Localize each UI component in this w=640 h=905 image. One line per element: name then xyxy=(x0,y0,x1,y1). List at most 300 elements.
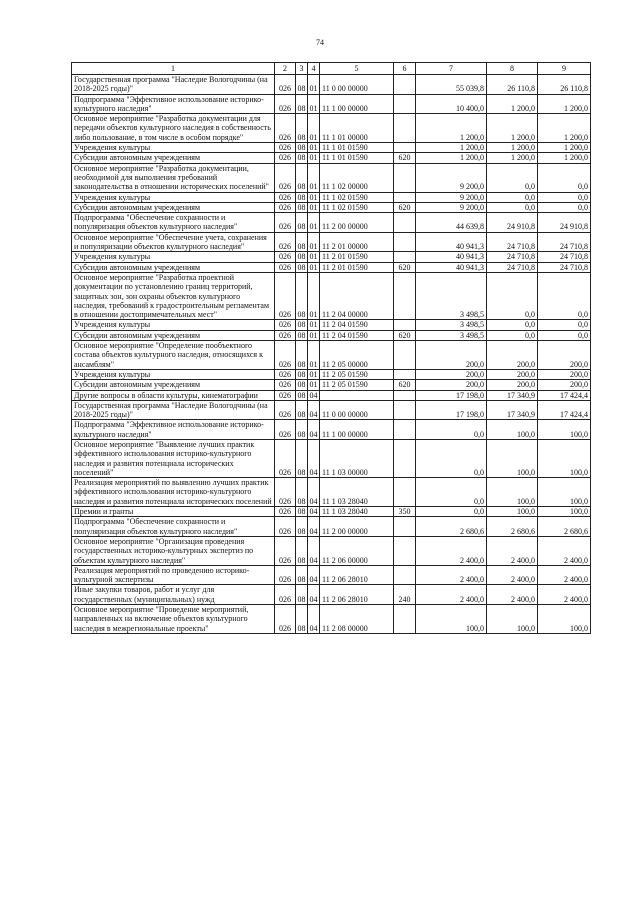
amount-year-1: 2 400,0 xyxy=(416,565,487,585)
amount-year-3: 200,0 xyxy=(538,341,591,370)
kvsr-code: 026 xyxy=(275,341,296,370)
amount-year-1: 40 941,3 xyxy=(416,232,487,252)
col-header: 2 xyxy=(275,63,296,75)
col-header: 7 xyxy=(416,63,487,75)
table-row xyxy=(72,420,591,440)
expense-type-code xyxy=(394,163,416,192)
target-article-code: 11 1 03 28040 xyxy=(320,507,394,517)
amount-year-2: 0,0 xyxy=(487,320,538,330)
section-code: 08 xyxy=(297,252,306,262)
table-row xyxy=(72,163,591,192)
table-row xyxy=(72,94,591,114)
subsection-code: 01 xyxy=(308,213,320,233)
kvsr-code: 026 xyxy=(275,517,296,537)
target-article-code: 11 2 04 01590 xyxy=(320,320,394,330)
target-article-code: 11 2 06 00000 xyxy=(320,536,394,565)
header-row xyxy=(72,63,591,75)
amount-year-1: 9 200,0 xyxy=(416,202,487,212)
subsection-code: 01 xyxy=(309,369,318,379)
expense-type-code xyxy=(394,478,416,507)
section-code: 08 xyxy=(296,272,308,319)
kvsr-code: 026 xyxy=(275,94,296,114)
col-header: 8 xyxy=(487,63,538,75)
table-row xyxy=(72,507,591,517)
target-article-code: 11 2 04 00000 xyxy=(320,272,394,319)
amount-year-3: 24 710,8 xyxy=(538,252,591,262)
target-article-code: 11 1 00 00000 xyxy=(320,94,394,114)
amount-year-2: 200,0 xyxy=(487,369,538,379)
expense-type-code xyxy=(394,369,416,379)
table-row xyxy=(72,330,591,340)
amount-year-2: 1 200,0 xyxy=(487,94,538,114)
subsection-code: 01 xyxy=(309,380,318,390)
table-row xyxy=(72,262,591,272)
section-code: 08 xyxy=(297,369,306,379)
amount-year-1: 3 498,5 xyxy=(416,330,487,340)
subsection-code: 04 xyxy=(308,517,320,537)
table-row xyxy=(72,341,591,370)
section-code: 08 xyxy=(296,341,308,370)
kvsr-code: 026 xyxy=(275,390,296,400)
section-code: 08 xyxy=(297,330,306,340)
amount-year-2: 17 340,9 xyxy=(487,390,538,400)
target-article-code: 11 2 01 00000 xyxy=(320,232,394,252)
amount-year-2: 200,0 xyxy=(487,341,538,370)
row-name: Реализация мероприятий по выявлению лучших практик эффективного использования историко-культурного наследия и развития потенциала исторических поселений xyxy=(72,478,275,507)
section-code: 08 xyxy=(296,605,308,634)
amount-year-3: 0,0 xyxy=(538,272,591,319)
amount-year-3: 24 710,8 xyxy=(538,232,591,252)
section-code: 08 xyxy=(296,439,308,477)
section-code: 08 xyxy=(296,94,308,114)
table-row xyxy=(72,536,591,565)
subsection-code: 04 xyxy=(308,585,320,605)
expense-type-code xyxy=(394,94,416,114)
amount-year-3: 100,0 xyxy=(538,439,591,477)
table-row xyxy=(72,202,591,212)
expense-type-code: 620 xyxy=(394,262,416,272)
row-name: Учреждения культуры xyxy=(72,143,275,153)
expense-type-code xyxy=(394,320,416,330)
amount-year-3: 200,0 xyxy=(538,380,591,390)
kvsr-code: 026 xyxy=(275,565,296,585)
kvsr-code: 026 xyxy=(275,320,296,330)
subsection-code: 01 xyxy=(308,341,320,370)
amount-year-2: 100,0 xyxy=(487,439,538,477)
subsection-code: 01 xyxy=(308,272,320,319)
subsection-code: 01 xyxy=(308,94,320,114)
page-number: 74 xyxy=(316,38,324,47)
kvsr-code: 026 xyxy=(275,605,296,634)
table-row xyxy=(72,369,591,379)
expense-type-code xyxy=(394,517,416,537)
section-code: 08 xyxy=(297,320,306,330)
amount-year-3: 0,0 xyxy=(538,163,591,192)
section-code: 08 xyxy=(296,420,308,440)
row-name: Учреждения культуры xyxy=(72,369,275,379)
subsection-code: 01 xyxy=(309,262,318,272)
section-code: 08 xyxy=(296,517,308,537)
amount-year-3: 100,0 xyxy=(538,420,591,440)
section-code: 08 xyxy=(297,507,306,517)
target-article-code: 11 2 00 00000 xyxy=(320,213,394,233)
kvsr-code: 026 xyxy=(275,192,296,202)
section-code: 08 xyxy=(297,202,306,212)
amount-year-1: 9 200,0 xyxy=(416,192,487,202)
amount-year-2: 24 710,8 xyxy=(487,232,538,252)
target-article-code: 11 2 04 01590 xyxy=(320,330,394,340)
expense-type-code: 620 xyxy=(394,330,416,340)
target-article-code: 11 1 01 00000 xyxy=(320,114,394,143)
row-name: Подпрограмма "Эффективное использование историко-культурного наследия" xyxy=(72,94,275,114)
amount-year-2: 0,0 xyxy=(487,163,538,192)
expense-type-code xyxy=(394,143,416,153)
section-code: 08 xyxy=(296,163,308,192)
subsection-code: 01 xyxy=(309,320,318,330)
target-article-code: 11 2 05 01590 xyxy=(320,369,394,379)
row-name: Основное мероприятие "Проведение мероприятий, направленных на включение объектов культурного наследия в межрегиональные проекты" xyxy=(72,605,275,634)
amount-year-2: 0,0 xyxy=(487,330,538,340)
amount-year-2: 2 400,0 xyxy=(487,585,538,605)
amount-year-3: 24 710,8 xyxy=(538,262,591,272)
kvsr-code: 026 xyxy=(275,330,296,340)
target-article-code: 11 2 01 01590 xyxy=(320,262,394,272)
target-article-code: 11 2 06 28010 xyxy=(320,565,394,585)
table-row xyxy=(72,585,591,605)
kvsr-code: 026 xyxy=(275,232,296,252)
row-name: Реализация мероприятий по проведению историко-культурной экспертизы xyxy=(72,565,275,585)
amount-year-3: 1 200,0 xyxy=(538,153,591,163)
amount-year-2: 2 680,6 xyxy=(487,517,538,537)
section-code: 08 xyxy=(296,213,308,233)
amount-year-3: 100,0 xyxy=(538,507,591,517)
target-article-code: 11 1 02 00000 xyxy=(320,163,394,192)
expense-type-code: 350 xyxy=(394,507,416,517)
kvsr-code: 026 xyxy=(275,478,296,507)
table-row xyxy=(72,232,591,252)
row-name: Основное мероприятие "Разработка документации, необходимой для выполнения требований законодательства в отношении исторических поселений" xyxy=(72,163,275,192)
subsection-code: 04 xyxy=(309,507,318,517)
subsection-code: 01 xyxy=(308,114,320,143)
row-name: Основное мероприятие "Обеспечение учета, сохранения и популяризации объектов культурного наследия" xyxy=(72,232,275,252)
target-article-code: 11 2 01 01590 xyxy=(320,252,394,262)
section-code: 08 xyxy=(296,75,308,95)
amount-year-2: 100,0 xyxy=(487,478,538,507)
subsection-code: 01 xyxy=(309,252,318,262)
subsection-code: 01 xyxy=(309,202,318,212)
kvsr-code: 026 xyxy=(275,252,296,262)
amount-year-1: 10 400,0 xyxy=(416,94,487,114)
col-header: 3 xyxy=(296,63,308,75)
col-header: 9 xyxy=(538,63,591,75)
amount-year-2: 200,0 xyxy=(487,380,538,390)
expense-type-code xyxy=(394,272,416,319)
amount-year-1: 200,0 xyxy=(416,380,487,390)
table-row xyxy=(72,517,591,537)
row-name: Субсидии автономным учреждениям xyxy=(72,202,275,212)
target-article-code: 11 2 00 00000 xyxy=(320,517,394,537)
amount-year-3: 2 400,0 xyxy=(538,585,591,605)
amount-year-2: 26 110,8 xyxy=(487,75,538,95)
table-row xyxy=(72,153,591,163)
section-code: 08 xyxy=(297,143,306,153)
amount-year-2: 24 710,8 xyxy=(487,262,538,272)
expense-type-code xyxy=(394,536,416,565)
section-code: 08 xyxy=(297,380,306,390)
target-article-code: 11 0 00 00000 xyxy=(320,400,394,420)
target-article-code: 11 1 01 01590 xyxy=(320,143,394,153)
amount-year-2: 0,0 xyxy=(487,192,538,202)
section-code: 08 xyxy=(297,390,306,400)
amount-year-1: 2 400,0 xyxy=(416,585,487,605)
row-name: Субсидии автономным учреждениям xyxy=(72,153,275,163)
amount-year-2: 17 340,9 xyxy=(487,400,538,420)
amount-year-3: 0,0 xyxy=(538,330,591,340)
row-name: Субсидии автономным учреждениям xyxy=(72,380,275,390)
amount-year-3: 1 200,0 xyxy=(538,114,591,143)
row-name: Подпрограмма "Обеспечение сохранности и популяризация объектов культурного наследия" xyxy=(72,213,275,233)
row-name: Учреждения культуры xyxy=(72,192,275,202)
amount-year-1: 1 200,0 xyxy=(416,114,487,143)
section-code: 08 xyxy=(296,478,308,507)
kvsr-code: 026 xyxy=(275,163,296,192)
expense-type-code: 620 xyxy=(394,153,416,163)
kvsr-code: 026 xyxy=(275,272,296,319)
amount-year-2: 1 200,0 xyxy=(487,114,538,143)
amount-year-2: 1 200,0 xyxy=(487,143,538,153)
row-name: Субсидии автономным учреждениям xyxy=(72,262,275,272)
expense-type-code xyxy=(394,252,416,262)
table-row xyxy=(72,390,591,400)
kvsr-code: 026 xyxy=(275,536,296,565)
amount-year-2: 24 910,8 xyxy=(487,213,538,233)
section-code: 08 xyxy=(297,153,306,163)
row-name: Основное мероприятие "Выявление лучших практик эффективного использования историко-культурного наследия и развития потенциала исторических поселений" xyxy=(72,439,275,477)
table-row xyxy=(72,213,591,233)
kvsr-code: 026 xyxy=(275,114,296,143)
amount-year-3: 0,0 xyxy=(538,320,591,330)
row-name: Другие вопросы в области культуры, кинематографии xyxy=(72,390,275,400)
kvsr-code: 026 xyxy=(275,213,296,233)
subsection-code: 04 xyxy=(308,439,320,477)
row-name: Основное мероприятие "Организация проведения государственных историко-культурных экспертиз по объектам культурного наследия" xyxy=(72,536,275,565)
amount-year-2: 1 200,0 xyxy=(487,153,538,163)
amount-year-2: 100,0 xyxy=(487,420,538,440)
expense-type-code: 240 xyxy=(394,585,416,605)
subsection-code: 04 xyxy=(308,536,320,565)
row-name: Основное мероприятие "Определение пообъектного состава объектов культурного наследия, относящихся к ансамблям" xyxy=(72,341,275,370)
amount-year-3: 2 400,0 xyxy=(538,565,591,585)
subsection-code: 04 xyxy=(308,400,320,420)
amount-year-1: 3 498,5 xyxy=(416,320,487,330)
target-article-code: 11 1 02 01590 xyxy=(320,192,394,202)
amount-year-3: 2 680,6 xyxy=(538,517,591,537)
section-code: 08 xyxy=(296,585,308,605)
kvsr-code: 026 xyxy=(275,420,296,440)
amount-year-2: 100,0 xyxy=(487,507,538,517)
table-row xyxy=(72,114,591,143)
kvsr-code: 026 xyxy=(275,380,296,390)
amount-year-3: 2 400,0 xyxy=(538,536,591,565)
expense-type-code xyxy=(394,390,416,400)
subsection-code: 01 xyxy=(309,192,318,202)
subsection-code: 04 xyxy=(308,565,320,585)
subsection-code: 04 xyxy=(308,605,320,634)
budget-table xyxy=(71,62,591,634)
subsection-code: 01 xyxy=(309,143,318,153)
kvsr-code: 026 xyxy=(275,369,296,379)
table-row xyxy=(72,400,591,420)
amount-year-1: 17 198,0 xyxy=(416,400,487,420)
subsection-code: 01 xyxy=(309,153,318,163)
col-header: 1 xyxy=(72,63,275,75)
col-header: 6 xyxy=(394,63,416,75)
subsection-code: 04 xyxy=(308,420,320,440)
amount-year-3: 17 424,4 xyxy=(538,390,591,400)
target-article-code: 11 1 03 28040 xyxy=(320,478,394,507)
amount-year-3: 200,0 xyxy=(538,369,591,379)
kvsr-code: 026 xyxy=(275,153,296,163)
target-article-code: 11 1 00 00000 xyxy=(320,420,394,440)
row-name: Субсидии автономным учреждениям xyxy=(72,330,275,340)
row-name: Государственная программа "Наследие Вологодчины (на 2018-2025 годы)" xyxy=(72,400,275,420)
expense-type-code xyxy=(394,192,416,202)
table-row xyxy=(72,439,591,477)
amount-year-3: 17 424,4 xyxy=(538,400,591,420)
target-article-code: 11 0 00 00000 xyxy=(320,75,394,95)
expense-type-code xyxy=(394,400,416,420)
target-article-code: 11 1 02 01590 xyxy=(320,202,394,212)
table-row xyxy=(72,75,591,95)
subsection-code: 04 xyxy=(309,390,318,400)
kvsr-code: 026 xyxy=(275,400,296,420)
expense-type-code xyxy=(394,114,416,143)
row-name: Основное мероприятие "Разработка документации для передачи объектов культурного наследия в собственность либо пользование, в том числе в особом порядке" xyxy=(72,114,275,143)
amount-year-2: 24 710,8 xyxy=(487,252,538,262)
amount-year-2: 0,0 xyxy=(487,272,538,319)
amount-year-2: 2 400,0 xyxy=(487,536,538,565)
expense-type-code xyxy=(394,565,416,585)
section-code: 08 xyxy=(296,114,308,143)
row-name: Учреждения культуры xyxy=(72,252,275,262)
subsection-code: 01 xyxy=(308,232,320,252)
col-header: 5 xyxy=(320,63,394,75)
kvsr-code: 026 xyxy=(275,75,296,95)
amount-year-3: 1 200,0 xyxy=(538,143,591,153)
amount-year-1: 2 680,6 xyxy=(416,517,487,537)
table-row xyxy=(72,605,591,634)
amount-year-1: 40 941,3 xyxy=(416,252,487,262)
amount-year-3: 0,0 xyxy=(538,202,591,212)
kvsr-code: 026 xyxy=(275,202,296,212)
row-name: Подпрограмма "Обеспечение сохранности и популяризация объектов культурного наследия" xyxy=(72,517,275,537)
subsection-code: 01 xyxy=(308,163,320,192)
section-code: 08 xyxy=(297,192,306,202)
amount-year-1: 0,0 xyxy=(416,439,487,477)
expense-type-code xyxy=(394,341,416,370)
target-article-code: 11 1 03 00000 xyxy=(320,439,394,477)
target-article-code: 11 2 05 00000 xyxy=(320,341,394,370)
amount-year-1: 1 200,0 xyxy=(416,143,487,153)
table-row xyxy=(72,478,591,507)
amount-year-1: 44 639,8 xyxy=(416,213,487,233)
section-code: 08 xyxy=(297,262,306,272)
target-article-code: 11 2 05 01590 xyxy=(320,380,394,390)
table-row xyxy=(72,272,591,319)
row-name: Государственная программа "Наследие Вологодчины (на 2018-2025 годы)" xyxy=(72,75,275,95)
row-name: Подпрограмма "Эффективное использование историко-культурного наследия" xyxy=(72,420,275,440)
amount-year-1: 200,0 xyxy=(416,341,487,370)
section-code: 08 xyxy=(296,536,308,565)
subsection-code: 01 xyxy=(309,330,318,340)
amount-year-3: 100,0 xyxy=(538,478,591,507)
row-name: Учреждения культуры xyxy=(72,320,275,330)
row-name: Иные закупки товаров, работ и услуг для государственных (муниципальных) нужд xyxy=(72,585,275,605)
section-code: 08 xyxy=(296,232,308,252)
amount-year-2: 0,0 xyxy=(487,202,538,212)
amount-year-1: 3 498,5 xyxy=(416,272,487,319)
target-article-code: 11 2 08 00000 xyxy=(320,605,394,634)
subsection-code: 04 xyxy=(308,478,320,507)
row-name: Премии и гранты xyxy=(72,507,275,517)
table-row xyxy=(72,380,591,390)
expense-type-code xyxy=(394,213,416,233)
row-name: Основное мероприятие "Разработка проектной документации по установлению границ территорий, защитных зон, зон охраны объектов культурного наследия, требований к градостроительным регламентам в отношении достопримечательных мест" xyxy=(72,272,275,319)
amount-year-1: 2 400,0 xyxy=(416,536,487,565)
amount-year-1: 0,0 xyxy=(416,507,487,517)
target-article-code: 11 2 06 28010 xyxy=(320,585,394,605)
expense-type-code xyxy=(394,420,416,440)
subsection-code: 01 xyxy=(308,75,320,95)
amount-year-3: 26 110,8 xyxy=(538,75,591,95)
amount-year-3: 24 910,8 xyxy=(538,213,591,233)
amount-year-2: 100,0 xyxy=(487,605,538,634)
amount-year-3: 100,0 xyxy=(538,605,591,634)
amount-year-3: 0,0 xyxy=(538,192,591,202)
table-row xyxy=(72,252,591,262)
amount-year-1: 40 941,3 xyxy=(416,262,487,272)
amount-year-1: 0,0 xyxy=(416,478,487,507)
target-article-code xyxy=(320,390,394,400)
amount-year-1: 9 200,0 xyxy=(416,163,487,192)
expense-type-code: 620 xyxy=(394,202,416,212)
table-row xyxy=(72,192,591,202)
amount-year-2: 2 400,0 xyxy=(487,565,538,585)
amount-year-1: 100,0 xyxy=(416,605,487,634)
amount-year-1: 1 200,0 xyxy=(416,153,487,163)
section-code: 08 xyxy=(296,565,308,585)
col-header: 4 xyxy=(308,63,320,75)
kvsr-code: 026 xyxy=(275,585,296,605)
section-code: 08 xyxy=(296,400,308,420)
table-body xyxy=(72,75,591,634)
expense-type-code xyxy=(394,439,416,477)
table-row xyxy=(72,565,591,585)
expense-type-code xyxy=(394,232,416,252)
kvsr-code: 026 xyxy=(275,507,296,517)
kvsr-code: 026 xyxy=(275,143,296,153)
expense-type-code: 620 xyxy=(394,380,416,390)
table-row xyxy=(72,320,591,330)
amount-year-1: 200,0 xyxy=(416,369,487,379)
amount-year-1: 0,0 xyxy=(416,420,487,440)
table-row xyxy=(72,143,591,153)
kvsr-code: 026 xyxy=(275,439,296,477)
amount-year-3: 1 200,0 xyxy=(538,94,591,114)
amount-year-1: 55 039,8 xyxy=(416,75,487,95)
kvsr-code: 026 xyxy=(275,262,296,272)
target-article-code: 11 1 01 01590 xyxy=(320,153,394,163)
